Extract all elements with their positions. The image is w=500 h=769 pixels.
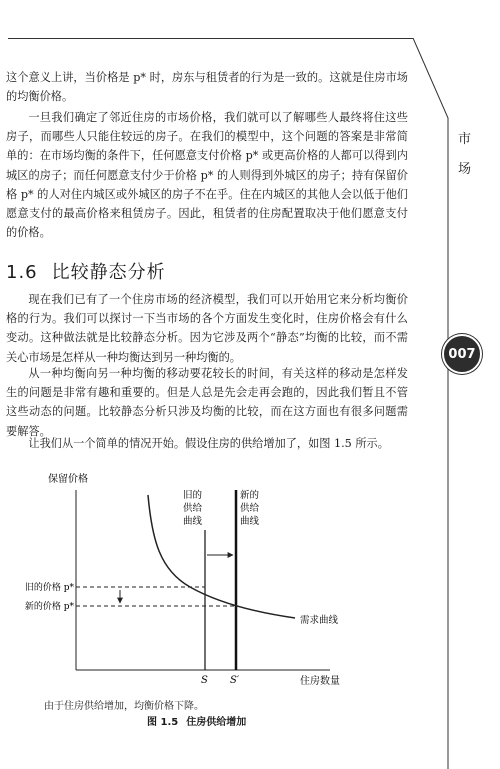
figure-note: 由于住房供给增加，均衡价格下降。	[44, 701, 204, 712]
new-supply-label-line-1: 新的	[240, 490, 260, 501]
paragraph-3: 现在我们已有了一个住房市场的经济模型，我们可以开始用它来分析均衡价格的行为。我们可以探讨一下当市场的各个方面发生变化时，住房价格会有什么变动。这种做法就是比较静态分析。因为它涉及两个“静态”均衡的比较，而不需关心市场是怎样从一种均衡达到另一种均衡的。	[6, 293, 408, 364]
supply-demand-figure	[24, 470, 370, 700]
x-axis-label: 住房数量	[300, 676, 340, 687]
new-price-label: 新的价格 p*	[24, 602, 74, 612]
page-number-badge: 007	[442, 334, 482, 374]
y-axis-label: 保留价格	[48, 474, 88, 485]
demand-curve	[148, 495, 295, 618]
paragraph-1-block	[6, 68, 408, 106]
paragraph-2: 一旦我们确定了邻近住房的市场价格，我们就可以了解哪些人最终将住这些房子，而哪些人只能住较远的房子。在我们的模型中，这个问题的答案是非常简单的：在市场均衡的条件下，任何愿意支付价格 p* 或更高价格的人都可以得到内城区的房子；而任何愿意支付少于价格 p* 的人则得到外城区的房子；持有保留价格 p* 的人对住内城区或外城区的房子不在乎。住在内城区的其他人会以低于他们愿意支付的最高价格来租赁房子。因此，租赁者的住房配置取决于他们愿意支付的价格。	[6, 111, 408, 240]
paragraph-2-block	[6, 108, 408, 242]
old-supply-label-line-2: 供给	[183, 503, 203, 514]
header-rule	[8, 38, 413, 39]
figure-caption-number: 图 1.5	[147, 717, 179, 728]
old-price-label: 旧的价格 p*	[24, 583, 74, 593]
figure-caption	[147, 713, 246, 728]
paragraph-5: 让我们从一个简单的情况开始。假设住房的供给增加了，如图 1.5 所示。	[28, 437, 389, 450]
old-supply-label-line-3: 曲线	[183, 516, 203, 527]
demand-curve-label: 需求曲线	[300, 615, 339, 626]
paragraph-3-block	[6, 290, 408, 367]
new-supply-label-line-2: 供给	[240, 503, 260, 514]
paragraph-1: 这个意义上讲，当价格是 p* 时，房东与租赁者的行为是一致的。这就是住房市场的均衡价格。	[6, 71, 408, 104]
section-heading	[6, 258, 166, 284]
figure-caption-title: 住房供给增加	[186, 717, 247, 728]
paragraph-4-block	[6, 364, 408, 441]
section-title: 比较静态分析	[51, 262, 166, 283]
margin-label-char-1: 市	[458, 132, 472, 147]
margin-label-char-2: 场	[458, 162, 472, 177]
old-supply-label-line-1: 旧的	[183, 490, 203, 501]
old-quantity-label: S	[201, 675, 208, 686]
new-quantity-label: S′	[230, 675, 240, 686]
section-number: 1.6	[6, 262, 38, 283]
new-supply-label-line-3: 曲线	[240, 516, 260, 527]
paragraph-4: 从一种均衡向另一种均衡的移动要花较长的时间，有关这样的移动是怎样发生的问题是非常有趣和重要的。但是人总是先会走再会跑的，因此我们暂且不管这些动态的问题。比较静态分析只涉及均衡的比较，而在这方面也有很多问题需要解答。	[6, 367, 408, 438]
paragraph-5-block	[6, 434, 408, 453]
